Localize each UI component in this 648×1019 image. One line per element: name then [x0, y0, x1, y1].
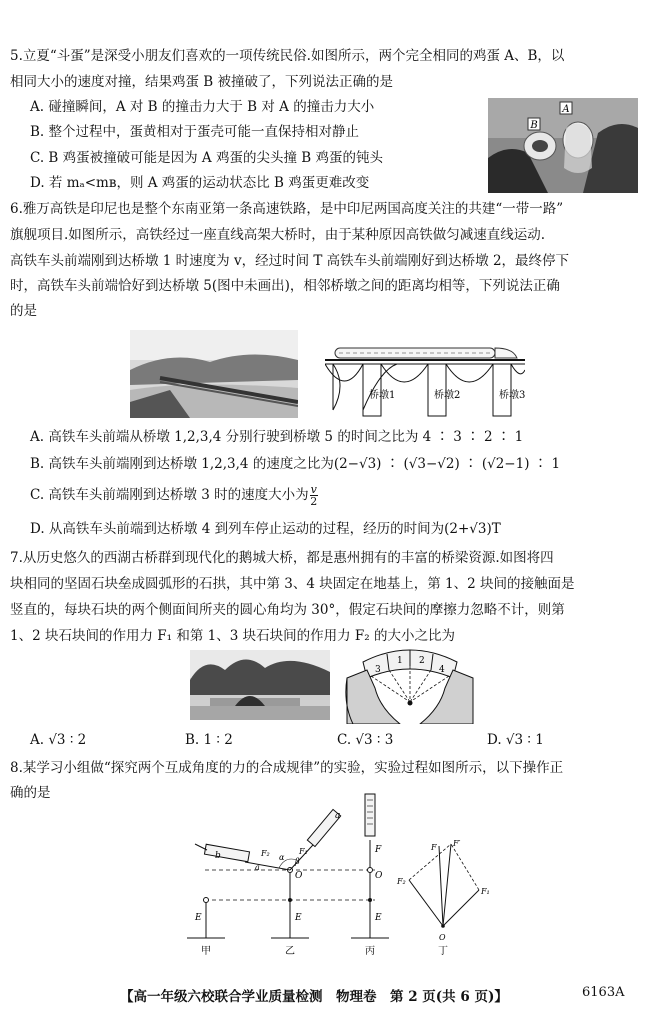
- q8-stem-line2: 确的是: [10, 785, 51, 801]
- v-over-2-fraction: [310, 484, 318, 507]
- ding-fprime-label: F′: [453, 839, 461, 848]
- ding-f1-label: F₁: [481, 887, 490, 896]
- page-footer: 【高一年级六校联合学业质量检测 物理卷 第 2 页(共 6 页)】: [120, 989, 508, 1005]
- q6-option-a: A. 高铁车头前端从桥墩 1,2,3,4 分别行驶到桥墩 5 的时间之比为 4 ∶ 3 ∶ 2 ∶ 1: [30, 429, 524, 445]
- pier3-label: 桥墩3: [499, 390, 525, 401]
- ding-f2-label: F₂: [397, 877, 406, 886]
- yi-a-mark: a: [255, 863, 260, 872]
- ding-f-label: F: [431, 843, 437, 852]
- q6-option-d: D. 从高铁车头前端到达桥墩 4 到列车停止运动的过程，经历的时间为(2+√3)T: [30, 521, 501, 537]
- q7-option-a: A. √3 ∶ 2: [30, 732, 87, 748]
- fraction-denominator: 2: [310, 495, 318, 508]
- q7-option-d: D. √3 ∶ 1: [487, 732, 544, 748]
- q7-option-c: C. √3 ∶ 3: [337, 732, 394, 748]
- bing-o-label: O: [375, 871, 383, 881]
- q5-stem-line2: 相同大小的速度对撞，结果鸡蛋 B 被撞破了，下列说法正确的是: [10, 74, 394, 90]
- yi-f1-label: F₁: [299, 847, 308, 856]
- stone-3-label: 3: [375, 665, 381, 675]
- yi-e-label: E: [295, 913, 302, 923]
- q5-option-b: B. 整个过程中，蛋黄相对于蛋壳可能一直保持相对静止: [30, 124, 360, 140]
- q5-option-c: C. B 鸡蛋被撞破可能是因为 A 鸡蛋的尖头撞 B 鸡蛋的钝头: [30, 150, 383, 166]
- q8-stem-line1: 8.某学习小组做“探究两个互成角度的力的合成规律”的实验，实验过程如图所示，以下操作正: [10, 760, 564, 776]
- jia-e-label: E: [195, 913, 202, 923]
- egg-collision-photo: [488, 98, 638, 193]
- q6-stem-line2: 旗舰项目.如图所示，高铁经过一座直线高架大桥时，由于某种原因高铁做匀减速直线运动.: [10, 227, 546, 243]
- q5-stem-line1: 5.立夏“斗蛋”是深受小朋友们喜欢的一项传统民俗.如图所示，两个完全相同的鸡蛋 A、B，以: [10, 48, 565, 64]
- photo-label-a: A: [562, 104, 570, 115]
- yi-f2-label: F₂: [261, 849, 270, 858]
- fraction-numerator: v: [310, 483, 317, 496]
- photo-label-b: B: [530, 120, 538, 131]
- q7-stem-line4: 1、2 块石块间的作用力 F₁ 和第 1、3 块石块间的作用力 F₂ 的大小之比为: [10, 628, 455, 644]
- q7-stem-line3: 竖直的，每块石块的两个侧面间所夹的圆心角均为 30°，假定石块间的摩擦力忽略不计，则第: [10, 602, 565, 618]
- q5-option-d: D. 若 mₐ<mʙ，则 A 鸡蛋的运动状态比 B 鸡蛋更难改变: [30, 175, 370, 191]
- bing-e-label: E: [375, 913, 382, 923]
- pier2-label: 桥墩2: [434, 390, 461, 401]
- stone-1-label: 1: [397, 656, 403, 666]
- stone-4-label: 4: [439, 665, 445, 675]
- ding-o-label: O: [439, 933, 446, 942]
- bridge-photo: [130, 330, 298, 418]
- q6-option-c-text: C. 高铁车头前端刚到达桥墩 3 时的速度大小为: [30, 487, 309, 503]
- stone-2-label: 2: [419, 656, 425, 666]
- q6-stem-line3: 高铁车头前端刚到达桥墩 1 时速度为 v，经过时间 T 高铁车头前端刚好到达桥墩 2，最终停下: [10, 253, 570, 269]
- q6-option-c: [30, 483, 319, 507]
- yi-o-label: O: [295, 871, 303, 881]
- q7-option-b: B. 1 ∶ 2: [185, 732, 233, 748]
- label-bing: 丙: [365, 946, 375, 957]
- beta-label: β: [295, 857, 300, 866]
- scale-b-label: b: [215, 851, 221, 861]
- exam-code: 6163A: [582, 985, 625, 1000]
- force-composition-diagram: [175, 790, 505, 960]
- bing-f-label: F: [375, 845, 382, 855]
- q7-stem-line1: 7.从历史悠久的西湖古桥群到现代化的鹅城大桥，都是惠州拥有的丰富的桥梁资源.如图将四: [10, 550, 554, 566]
- label-ding: 丁: [438, 946, 448, 957]
- q6-option-b: B. 高铁车头前端刚到达桥墩 1,2,3,4 的速度之比为(2−√3) ∶ (√3−√2) ∶ (√2−1) ∶ 1: [30, 456, 561, 472]
- q5-option-a: A. 碰撞瞬间，A 对 B 的撞击力大于 B 对 A 的撞击力大小: [30, 99, 375, 115]
- q7-stem-line2: 块相同的坚固石块垒成圆弧形的石拱，其中第 3、4 块固定在地基上，第 1、2 块间的接触面是: [10, 576, 575, 592]
- label-yi: 乙: [285, 946, 295, 957]
- scale-a-label: a: [335, 811, 341, 821]
- stone-bridge-photo: [190, 650, 330, 720]
- pier1-label: 桥墩1: [369, 390, 396, 401]
- alpha-label: α: [279, 853, 285, 862]
- q6-stem-line1: 6.雅万高铁是印尼也是整个东南亚第一条高速铁路，是中印尼两国高度关注的共建“一带一路”: [10, 201, 564, 217]
- q6-stem-line4: 时，高铁车头前端恰好到达桥墩 5(图中未画出)，相邻桥墩之间的距离均相等，下列说法正确: [10, 278, 560, 294]
- stone-arch-diagram: [345, 648, 475, 724]
- q6-stem-line5: 的是: [10, 303, 37, 319]
- viaduct-diagram: [325, 340, 525, 425]
- label-jia: 甲: [201, 946, 211, 957]
